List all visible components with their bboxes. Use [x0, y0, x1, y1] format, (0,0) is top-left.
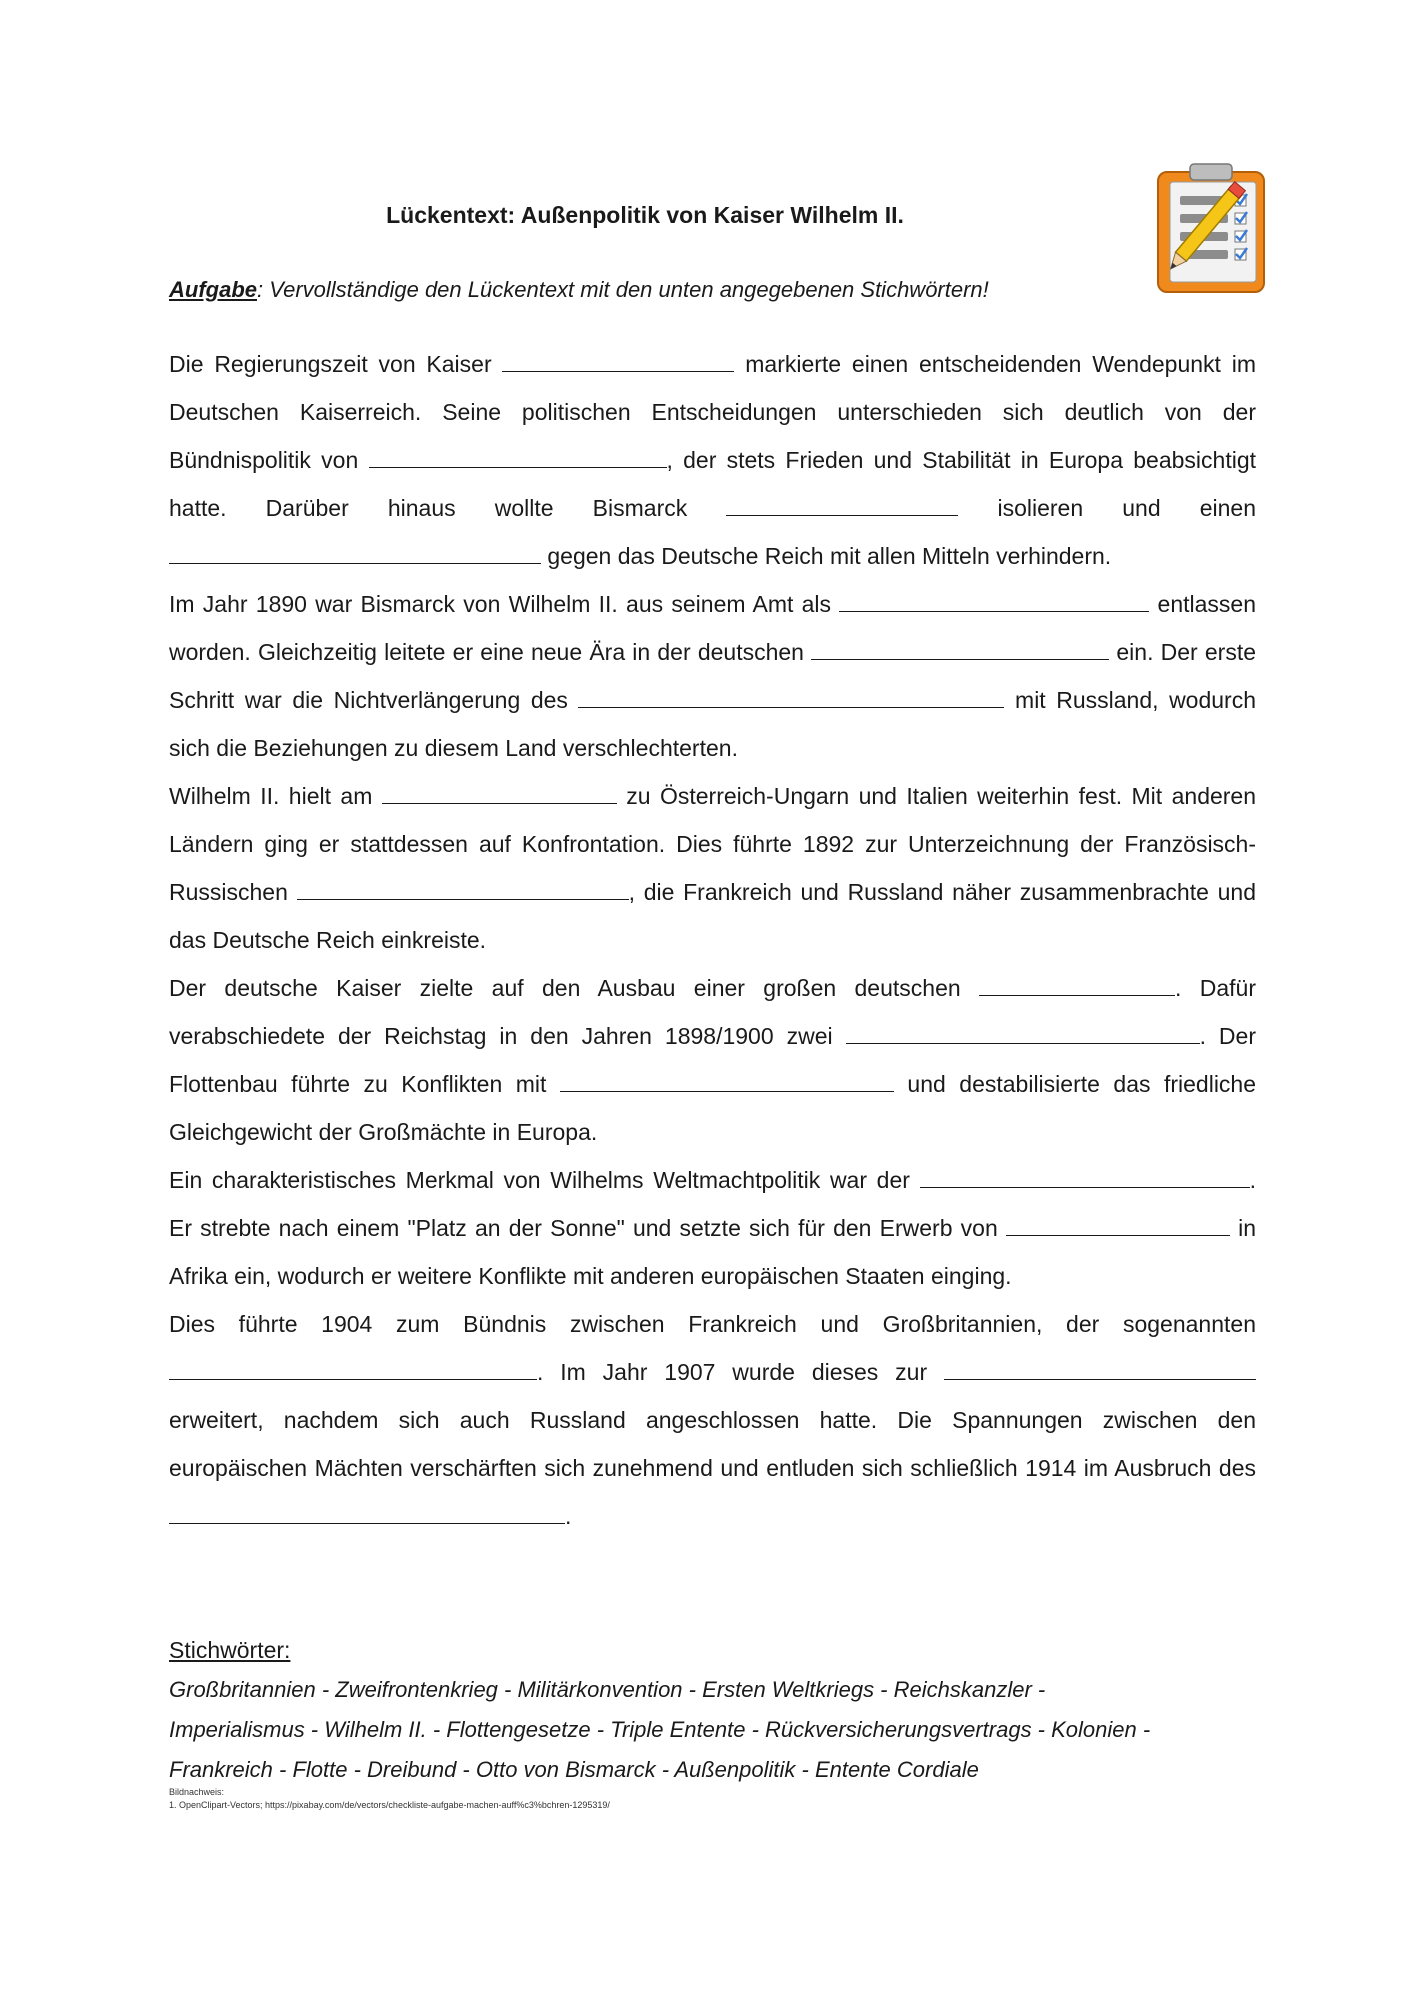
keywords-list — [169, 1670, 1256, 1790]
keywords-heading: Stichwörter: — [169, 1637, 291, 1663]
text-segment: Dies führte 1904 zum Bündnis zwischen Frankreich und Großbritannien, der sogenannten — [169, 1311, 1256, 1337]
blank-field[interactable] — [169, 1359, 537, 1380]
keywords-line: Großbritannien - Zweifrontenkrieg - Militärkonvention - Ersten Weltkriegs - Reichskanzler - — [169, 1677, 1046, 1702]
blank-field[interactable] — [369, 447, 667, 468]
text-segment: . Im Jahr 1907 wurde dieses zur — [537, 1359, 928, 1385]
text-segment: Ein charakteristisches Merkmal von Wilhelms Weltmachtpolitik war der — [169, 1167, 910, 1193]
text-segment: gegen das Deutsche Reich mit allen Mitteln verhindern. — [547, 543, 1112, 569]
cloze-text — [169, 340, 1256, 1540]
credits-line: 1. OpenClipart-Vectors; https://pixabay.com/de/vectors/checkliste-aufgabe-machen-auff%c3%bchren-1295319/ — [169, 1800, 610, 1810]
text-segment: , der stets Frieden und Stabilität in Europa beabsichtigt hatte. Darüber hinaus wollte Bismarck — [169, 447, 1257, 521]
blank-field[interactable] — [169, 543, 541, 564]
keywords-line: Frankreich - Flotte - Dreibund - Otto von Bismarck - Außenpolitik - Entente Cordiale — [169, 1757, 979, 1782]
blank-field[interactable] — [502, 351, 734, 372]
blank-field[interactable] — [846, 1023, 1200, 1044]
text-segment: isolieren und einen — [997, 495, 1257, 521]
paragraph-4 — [169, 964, 1256, 1156]
text-segment: entlassen worden. Gleichzeitig leitete er eine neue Ära in der deutschen — [169, 591, 1257, 665]
blank-field[interactable] — [297, 879, 629, 900]
blank-field[interactable] — [811, 639, 1109, 660]
image-credits — [169, 1786, 610, 1812]
text-segment: Die Regierungszeit von Kaiser — [169, 351, 492, 377]
text-segment: Wilhelm II. hielt am — [169, 783, 373, 809]
text-segment: ein. Der erste Schritt war die Nichtverlängerung des — [169, 639, 1257, 713]
blank-field[interactable] — [1006, 1215, 1230, 1236]
text-segment: Der deutsche Kaiser zielte auf den Ausbau einer großen deutschen — [169, 975, 961, 1001]
blank-field[interactable] — [169, 1503, 565, 1524]
text-segment: zu Österreich-Ungarn und Italien weiterhin fest. Mit anderen Ländern ging er stattdessen auf Konfrontation. Dies führte 1892 zur Unterzeichnung der Französisch-Russischen — [169, 783, 1257, 905]
paragraph-2 — [169, 580, 1256, 772]
paragraph-6 — [169, 1300, 1256, 1540]
task-label: Aufgabe — [169, 277, 257, 302]
clipboard-checklist-icon — [1152, 160, 1270, 295]
text-segment: . Er strebte nach einem "Platz an der Sonne" und setzte sich für den Erwerb von — [169, 1167, 1256, 1241]
credits-heading: Bildnachweis: — [169, 1787, 225, 1797]
blank-field[interactable] — [560, 1071, 894, 1092]
blank-field[interactable] — [979, 975, 1175, 996]
blank-field[interactable] — [578, 687, 1004, 708]
task-instruction — [169, 277, 1249, 303]
blank-field[interactable] — [839, 591, 1149, 612]
text-segment: Im Jahr 1890 war Bismarck von Wilhelm II. aus seinem Amt als — [169, 591, 832, 617]
text-segment: mit Russland, wodurch sich die Beziehungen zu diesem Land verschlechterten. — [169, 687, 1257, 761]
worksheet-title: Lückentext: Außenpolitik von Kaiser Wilhelm II. — [386, 202, 904, 228]
text-segment: . — [565, 1503, 572, 1529]
text-segment: . Der Flottenbau führte zu Konflikten mit — [169, 1023, 1256, 1097]
blank-field[interactable] — [726, 495, 958, 516]
text-segment: erweitert, nachdem sich auch Russland angeschlossen hatte. Die Spannungen zwischen den europäischen Mächten verschärften sich zunehmend und entluden sich schließlich 1914 im Ausbruch des — [169, 1407, 1256, 1481]
paragraph-5 — [169, 1156, 1256, 1300]
keywords-line: Imperialismus - Wilhelm II. - Flottengesetze - Triple Entente - Rückversicherungsvertrags - Kolonien - — [169, 1717, 1151, 1742]
blank-field[interactable] — [382, 783, 617, 804]
text-segment: , die Frankreich und Russland näher zusammenbrachte und das Deutsche Reich einkreiste. — [169, 879, 1256, 953]
task-text: : Vervollständige den Lückentext mit den unten angegebenen Stichwörtern! — [257, 277, 989, 302]
blank-field[interactable] — [944, 1359, 1256, 1380]
text-segment: in Afrika ein, wodurch er weitere Konflikte mit anderen europäischen Staaten einging. — [169, 1215, 1256, 1289]
text-segment: markierte einen entscheidenden Wendepunkt im Deutschen Kaiserreich. Seine politischen Entscheidungen unterschieden sich deutlich von der Bündnispolitik von — [169, 351, 1256, 473]
text-segment: . Dafür verabschiedete der Reichstag in den Jahren 1898/1900 zwei — [169, 975, 1256, 1049]
paragraph-1 — [169, 340, 1256, 580]
text-segment: und destabilisierte das friedliche Gleichgewicht der Großmächte in Europa. — [169, 1071, 1257, 1145]
blank-field[interactable] — [920, 1167, 1250, 1188]
paragraph-3 — [169, 772, 1256, 964]
